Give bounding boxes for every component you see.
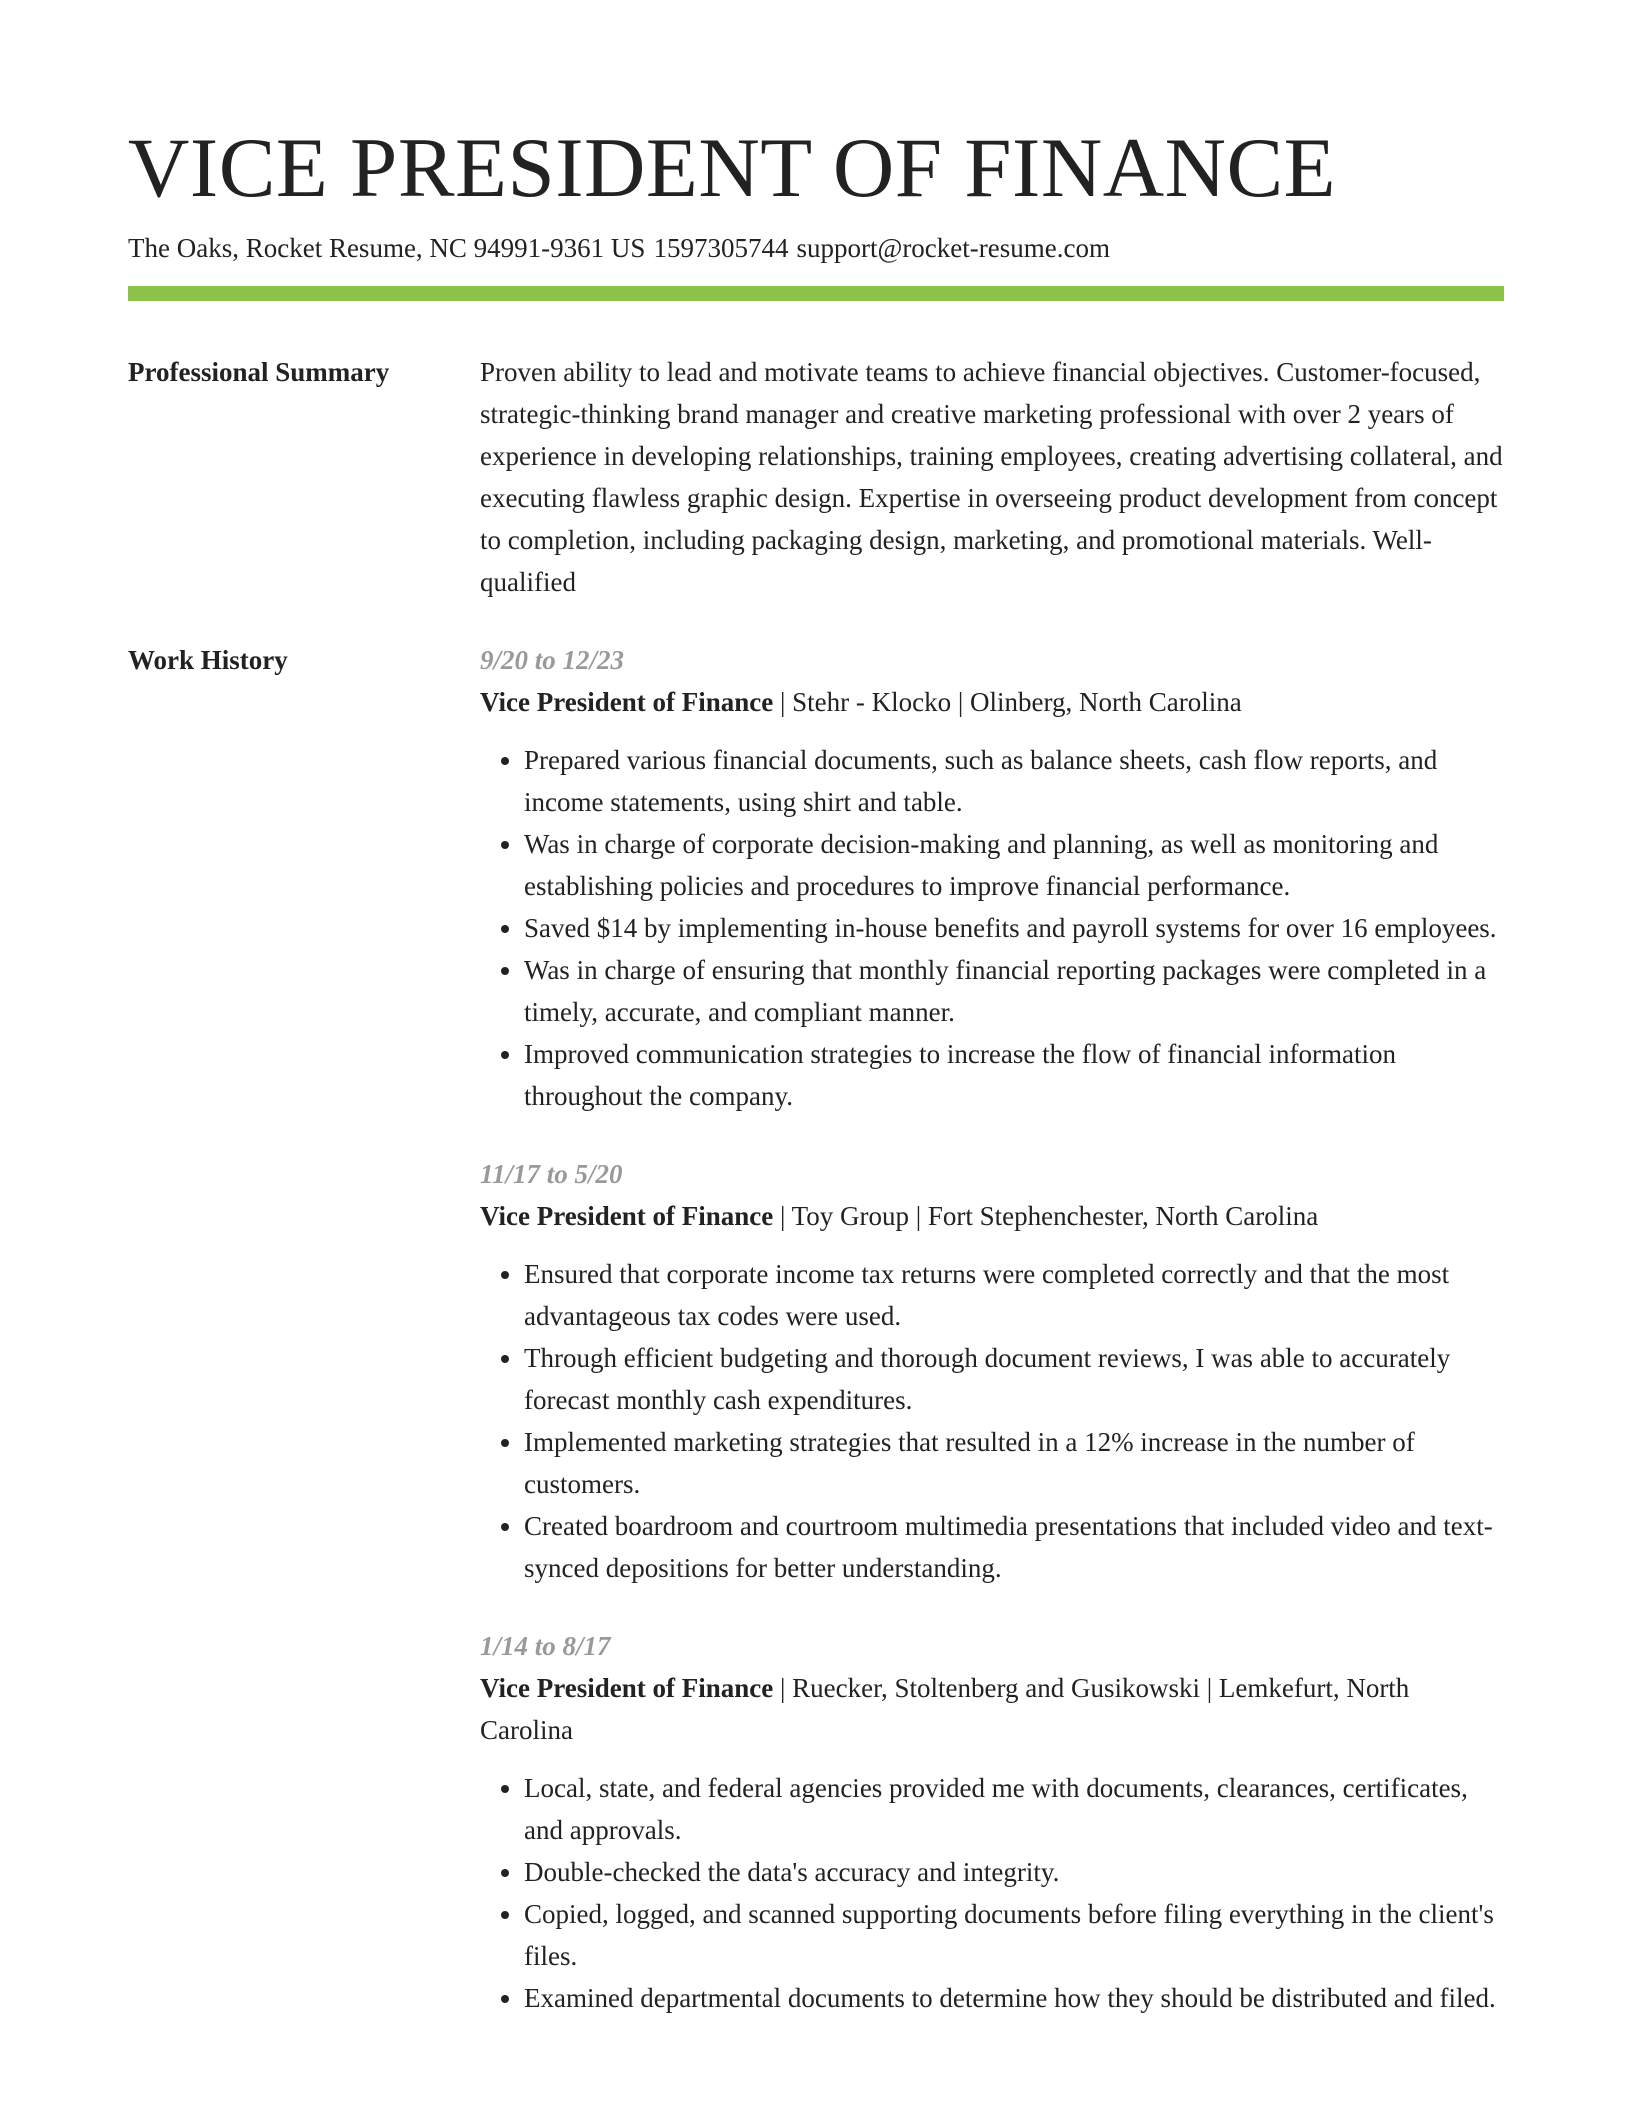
- summary-section: [128, 351, 1504, 603]
- job-title: Vice President of Finance: [480, 1673, 774, 1703]
- job-dates: 1/14 to 8/17: [480, 1631, 611, 1661]
- summary-label: Professional Summary: [128, 357, 390, 387]
- contact-address: The Oaks, Rocket Resume, NC 94991-9361 US: [128, 233, 646, 263]
- job-dates: 11/17 to 5/20: [480, 1159, 623, 1189]
- job-bullet: • Implemented marketing strategies that resulted in a 12% increase in the number of customers.: [524, 1421, 1504, 1505]
- job-bullet: • Improved communication strategies to increase the flow of financial information throughout the company.: [524, 1033, 1504, 1117]
- job-bullet: • Was in charge of corporate decision-making and planning, as well as monitoring and establishing policies and procedures to improve financial performance.: [524, 823, 1504, 907]
- job-details: | Toy Group | Fort Stephenchester, North Carolina: [773, 1201, 1319, 1231]
- contact-phone: 1597305744: [653, 233, 789, 263]
- job-bullets: [480, 1253, 1504, 1589]
- job-bullet: • Copied, logged, and scanned supporting documents before filing everything in the client's files.: [524, 1893, 1504, 1977]
- job-bullet: • Ensured that corporate income tax returns were completed correctly and that the most advantageous tax codes were used.: [524, 1253, 1504, 1337]
- job-bullet: • Local, state, and federal agencies provided me with documents, clearances, certificates, and approvals.: [524, 1767, 1504, 1851]
- job-entry: [480, 1625, 1504, 2019]
- job-bullet: • Saved $14 by implementing in-house benefits and payroll systems for over 16 employees.: [524, 907, 1504, 949]
- summary-text: Proven ability to lead and motivate teams to achieve financial objectives. Customer-focused, strategic-thinking brand manager and creative marketing professional with over 2 years of experience in developing relationships, training employees, creating advertising collateral, and executing flawless graphic design. Expertise in overseeing product development from concept to completion, including packaging design, marketing, and promotional materials. Well-qualified: [480, 357, 1503, 597]
- job-bullet: • Created boardroom and courtroom multimedia presentations that included video and text-synced depositions for better understanding.: [524, 1505, 1504, 1589]
- job-bullet: • Prepared various financial documents, such as balance sheets, cash flow reports, and income statements, using shirt and table.: [524, 739, 1504, 823]
- job-details: | Stehr - Klocko | Olinberg, North Carolina: [773, 687, 1242, 717]
- job-bullets: [480, 1767, 1504, 2019]
- job-heading: [480, 681, 1504, 723]
- job-dates: 9/20 to 12/23: [480, 645, 625, 675]
- job-details: | Ruecker, Stoltenberg and Gusikowski | Lemkefurt, North Carolina: [480, 1673, 1410, 1745]
- job-entry: [480, 1153, 1504, 1589]
- job-heading: [480, 1195, 1504, 1237]
- contact-email: support@rocket-resume.com: [796, 233, 1110, 263]
- accent-divider: [128, 286, 1504, 301]
- job-bullet: • Examined departmental documents to determine how they should be distributed and filed.: [524, 1977, 1504, 2019]
- job-bullet: • Double-checked the data's accuracy and integrity.: [524, 1851, 1504, 1893]
- job-heading: [480, 1667, 1504, 1751]
- work-history-section: [128, 639, 1504, 2019]
- job-title: Vice President of Finance: [480, 1201, 774, 1231]
- job-bullet: • Was in charge of ensuring that monthly financial reporting packages were completed in a timely, accurate, and compliant manner.: [524, 949, 1504, 1033]
- job-title: Vice President of Finance: [480, 687, 774, 717]
- job-bullet: • Through efficient budgeting and thorough document reviews, I was able to accurately forecast monthly cash expenditures.: [524, 1337, 1504, 1421]
- work-history-label: Work History: [128, 645, 288, 675]
- job-entry: [480, 639, 1504, 1117]
- resume-name: VICE PRESIDENT OF FINANCE: [128, 121, 1337, 215]
- work-history-list: [480, 639, 1504, 2019]
- job-bullets: [480, 739, 1504, 1117]
- contact-line: [128, 230, 1504, 266]
